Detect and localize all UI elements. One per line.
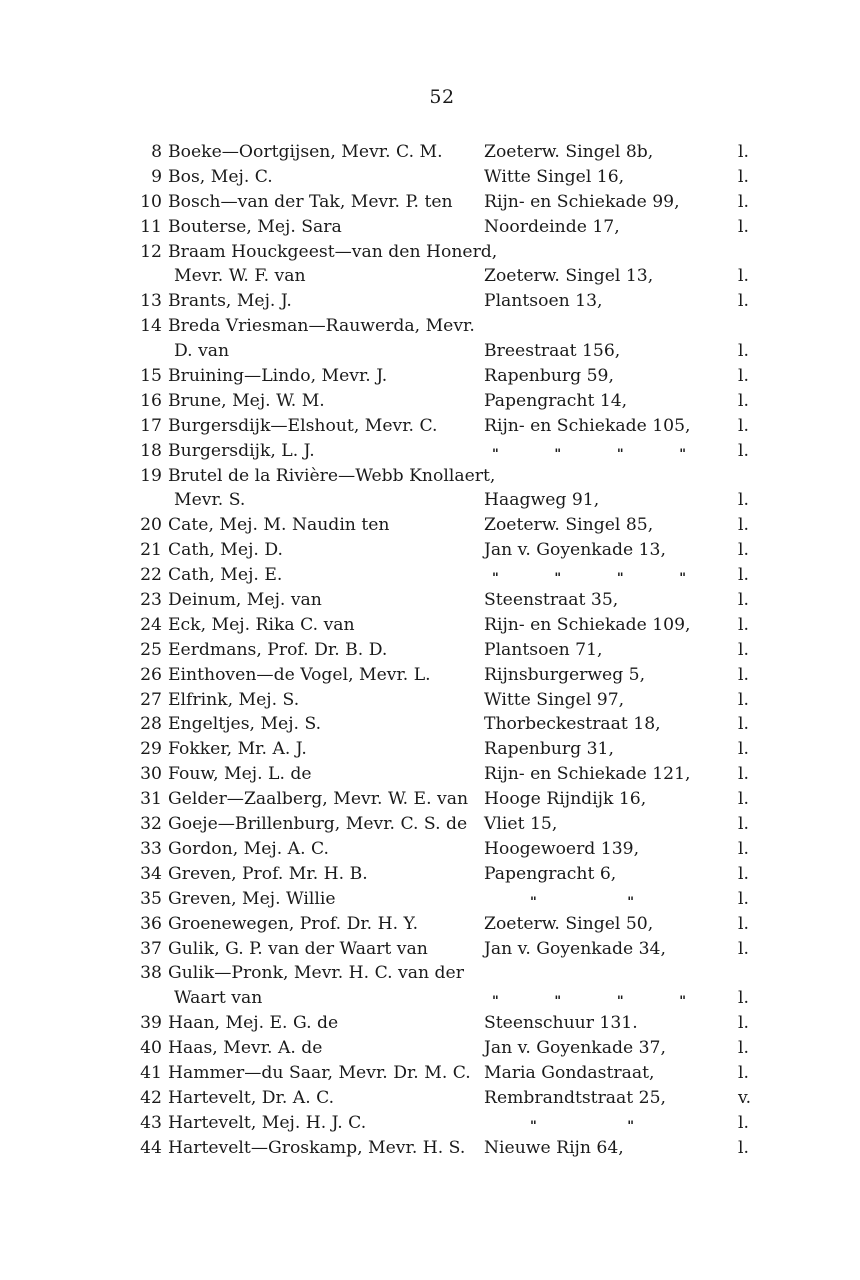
entry-code: l. <box>738 714 749 735</box>
entry-address: Steenschuur 131. <box>484 1013 638 1034</box>
entry-name: Einthoven—de Vogel, Mevr. L. <box>168 664 431 685</box>
list-entry <box>0 513 860 538</box>
entry-number: 17 <box>140 415 162 436</box>
list-entry <box>0 688 860 713</box>
entry-number: 36 <box>140 913 162 934</box>
entry-address: Papengracht 6, <box>484 863 617 884</box>
ditto-mark: " <box>530 1118 537 1134</box>
entry-name: Cate, Mej. M. Naudin ten <box>168 515 390 536</box>
ditto-mark: " <box>679 571 686 587</box>
entry-name: Engeltjes, Mej. S. <box>168 714 322 735</box>
entry-name: Cath, Mej. E. <box>168 565 283 586</box>
list-entry <box>0 663 860 688</box>
list-entry <box>0 140 860 165</box>
entry-name: Burgersdijk, L. J. <box>168 440 315 461</box>
list-entry <box>0 887 860 912</box>
ditto-mark: " <box>492 446 499 462</box>
list-entry <box>0 215 860 240</box>
list-entry <box>0 812 860 837</box>
list-entry <box>0 314 860 339</box>
entry-name-continuation: Mevr. S. <box>174 490 246 511</box>
entry-code: l. <box>738 938 749 959</box>
entry-address: Nieuwe Rijn 64, <box>484 1137 624 1158</box>
entry-code: l. <box>738 988 749 1009</box>
entry-address: Jan v. Goyenkade 13, <box>484 540 666 561</box>
entry-address: Breestraat 156, <box>484 341 621 362</box>
entry-code: l. <box>738 639 749 660</box>
entry-name: Greven, Prof. Mr. H. B. <box>168 863 368 884</box>
entry-number: 13 <box>140 291 162 312</box>
entry-address: Rijn- en Schiekade 105, <box>484 415 691 436</box>
ditto-mark: " <box>554 994 562 1010</box>
entry-address: Zoeterw. Singel 13, <box>484 266 654 287</box>
entry-name: Haan, Mej. E. G. de <box>168 1013 339 1034</box>
list-entry <box>0 240 860 265</box>
page-number: 52 <box>429 86 455 108</box>
entry-address: Rijnsburgerweg 5, <box>484 664 646 685</box>
entry-name: Braam Houckgeest—van den Honerd, <box>168 241 498 262</box>
entry-name: Fouw, Mej. L. de <box>168 764 312 785</box>
list-entry <box>0 762 860 787</box>
entry-name: Brants, Mej. J. <box>168 291 292 312</box>
entry-code: l. <box>738 789 749 810</box>
list-entry-continuation <box>0 339 860 364</box>
entry-number: 18 <box>140 440 162 461</box>
ditto-mark: " <box>492 994 499 1010</box>
entry-code: l. <box>738 1038 749 1059</box>
list-entry <box>0 712 860 737</box>
entry-number: 39 <box>140 1013 162 1034</box>
list-entry <box>0 165 860 190</box>
ditto-mark: " <box>616 571 624 587</box>
entry-code: l. <box>738 888 749 909</box>
entry-number: 10 <box>140 191 162 212</box>
list-entry <box>0 414 860 439</box>
entry-name: Eerdmans, Prof. Dr. B. D. <box>168 639 388 660</box>
entry-number: 43 <box>140 1112 162 1133</box>
entry-code: l. <box>738 614 749 635</box>
ditto-mark: " <box>492 571 499 587</box>
entry-name: Eck, Mej. Rika C. van <box>168 614 355 635</box>
list-entry <box>0 588 860 613</box>
entry-code: l. <box>738 216 749 237</box>
list-entry <box>0 364 860 389</box>
entry-name: Fokker, Mr. A. J. <box>168 739 307 760</box>
entry-code: l. <box>738 664 749 685</box>
entry-name: Brutel de la Rivière—Webb Knollaert, <box>168 465 496 486</box>
entry-address: Zoeterw. Singel 50, <box>484 913 654 934</box>
entry-name: Gulik—Pronk, Mevr. H. C. van der <box>168 963 464 984</box>
entry-name: Gulik, G. P. van der Waart van <box>168 938 428 959</box>
entry-name: Bosch—van der Tak, Mevr. P. ten <box>168 191 453 212</box>
entry-code: l. <box>738 166 749 187</box>
list-entry <box>0 563 860 588</box>
list-entry <box>0 190 860 215</box>
entry-name: Gordon, Mej. A. C. <box>168 838 330 859</box>
entry-number: 27 <box>140 689 162 710</box>
list-entry <box>0 464 860 489</box>
entry-address: Witte Singel 97, <box>484 689 625 710</box>
entry-name: Hammer—du Saar, Mevr. Dr. M. C. <box>168 1062 471 1083</box>
entry-number: 21 <box>140 540 162 561</box>
entry-number: 15 <box>140 366 162 387</box>
entry-number: 16 <box>140 390 162 411</box>
list-entry <box>0 613 860 638</box>
entry-number: 41 <box>140 1062 162 1083</box>
entry-address: Witte Singel 16, <box>484 166 625 187</box>
entry-name-continuation: Mevr. W. F. van <box>174 266 306 287</box>
list-entry <box>0 538 860 563</box>
entry-number: 24 <box>140 614 162 635</box>
list-entry <box>0 837 860 862</box>
entry-number: 14 <box>140 316 162 337</box>
entry-code: l. <box>738 689 749 710</box>
list-entry <box>0 1011 860 1036</box>
entry-name: Boeke—Oortgijsen, Mevr. C. M. <box>168 142 443 162</box>
entry-name: Gelder—Zaalberg, Mevr. W. E. van <box>168 789 469 810</box>
entry-name: Hartevelt, Dr. A. C. <box>168 1087 335 1108</box>
entry-address: Noordeinde 17, <box>484 216 620 237</box>
entry-code: l. <box>738 490 749 511</box>
ditto-mark: " <box>616 446 624 462</box>
entry-code: l. <box>738 1013 749 1034</box>
entry-number: 38 <box>140 963 162 984</box>
entry-name: Haas, Mevr. A. de <box>168 1038 323 1059</box>
entry-code: l. <box>738 540 749 561</box>
entry-name: Goeje—Brillenburg, Mevr. C. S. de <box>168 814 468 835</box>
entry-code: l. <box>738 366 749 387</box>
entry-code: l. <box>738 415 749 436</box>
ditto-mark: " <box>530 894 537 910</box>
list-entry <box>0 389 860 414</box>
entry-number: 9 <box>151 166 162 187</box>
entry-address: Plantsoen 13, <box>484 291 603 312</box>
entry-name: Bos, Mej. C. <box>168 166 273 187</box>
entry-number: 31 <box>140 789 162 810</box>
list-entry <box>0 787 860 812</box>
entry-number: 32 <box>140 814 162 835</box>
entry-address: Jan v. Goyenkade 37, <box>484 1038 666 1059</box>
entry-name: Bruining—Lindo, Mevr. J. <box>168 366 388 387</box>
entry-address: Hoogewoerd 139, <box>484 838 640 859</box>
entry-address: Plantsoen 71, <box>484 639 603 660</box>
entry-number: 28 <box>140 714 162 735</box>
list-entry <box>0 1111 860 1136</box>
entry-number: 40 <box>140 1038 162 1059</box>
entry-code: l. <box>738 191 749 212</box>
list-entry <box>0 737 860 762</box>
entry-code: l. <box>738 266 749 287</box>
entry-address: Rapenburg 31, <box>484 739 614 760</box>
entry-address: Rijn- en Schiekade 121, <box>484 764 691 785</box>
entry-number: 8 <box>151 142 162 162</box>
entry-address: Maria Gondastraat, <box>484 1062 655 1083</box>
entry-name-continuation: D. van <box>174 341 230 362</box>
entry-address: Rembrandtstraat 25, <box>484 1087 666 1108</box>
entry-number: 42 <box>140 1087 162 1108</box>
list-entry-continuation <box>0 488 860 513</box>
entry-code: l. <box>738 913 749 934</box>
entry-address: Thorbeckestraat 18, <box>484 714 661 735</box>
entry-name: Elfrink, Mej. S. <box>168 689 300 710</box>
entry-address: Papengracht 14, <box>484 390 628 411</box>
list-entry <box>0 1036 860 1061</box>
entry-address: Rapenburg 59, <box>484 366 614 387</box>
ditto-mark: " <box>554 446 562 462</box>
list-entry-continuation <box>0 264 860 289</box>
entry-code: l. <box>738 863 749 884</box>
list-entry <box>0 862 860 887</box>
ditto-mark: " <box>679 994 686 1010</box>
entry-name: Brune, Mej. W. M. <box>168 390 325 411</box>
entry-code: v. <box>738 1087 752 1108</box>
entry-number: 23 <box>140 590 162 611</box>
entry-name: Cath, Mej. D. <box>168 540 283 561</box>
list-entry <box>0 439 860 464</box>
entry-code: l. <box>738 590 749 611</box>
entry-code: l. <box>738 1112 749 1133</box>
entry-number: 37 <box>140 938 162 959</box>
entry-name: Greven, Mej. Willie <box>168 888 336 909</box>
entry-name: Groenewegen, Prof. Dr. H. Y. <box>168 913 419 934</box>
entry-code: l. <box>738 390 749 411</box>
entry-number: 20 <box>140 515 162 536</box>
entry-number: 44 <box>140 1137 162 1158</box>
list-entry <box>0 638 860 663</box>
entry-number: 25 <box>140 639 162 660</box>
ditto-mark: " <box>627 894 634 910</box>
ditto-mark: " <box>627 1118 634 1134</box>
entry-number: 19 <box>140 465 162 486</box>
entry-code: l. <box>738 515 749 536</box>
entry-name-continuation: Waart van <box>174 988 263 1009</box>
entry-name: Hartevelt—Groskamp, Mevr. H. S. <box>168 1137 466 1158</box>
entry-name: Breda Vriesman—Rauwerda, Mevr. <box>168 316 475 337</box>
entry-name: Bouterse, Mej. Sara <box>168 216 342 237</box>
list-entry <box>0 1136 860 1161</box>
ditto-mark: " <box>679 446 686 462</box>
entry-number: 12 <box>140 241 162 262</box>
entry-number: 22 <box>140 565 162 586</box>
entry-address: Vliet 15, <box>484 814 558 835</box>
entry-address: Zoeterw. Singel 8b, <box>484 142 654 162</box>
entry-number: 33 <box>140 838 162 859</box>
entry-code: l. <box>738 142 749 162</box>
entry-address: Hooge Rijndijk 16, <box>484 789 647 810</box>
entry-code: l. <box>738 440 749 461</box>
list-entry-continuation <box>0 986 860 1011</box>
list-entry <box>0 1086 860 1111</box>
list-entry <box>0 961 860 986</box>
entry-code: l. <box>738 739 749 760</box>
ditto-mark: " <box>616 994 624 1010</box>
entry-address: Haagweg 91, <box>484 490 600 511</box>
entry-number: 30 <box>140 764 162 785</box>
list-entry <box>0 1061 860 1086</box>
entry-number: 34 <box>140 863 162 884</box>
entry-code: l. <box>738 1137 749 1158</box>
entry-number: 26 <box>140 664 162 685</box>
entry-name: Burgersdijk—Elshout, Mevr. C. <box>168 415 438 436</box>
member-list <box>0 140 860 1161</box>
entry-name: Deinum, Mej. van <box>168 590 322 611</box>
entry-name: Hartevelt, Mej. H. J. C. <box>168 1112 367 1133</box>
ditto-mark: " <box>554 571 562 587</box>
entry-code: l. <box>738 565 749 586</box>
entry-address: Steenstraat 35, <box>484 590 619 611</box>
list-entry <box>0 937 860 962</box>
entry-address: Rijn- en Schiekade 99, <box>484 191 680 212</box>
entry-code: l. <box>738 1062 749 1083</box>
entry-code: l. <box>738 341 749 362</box>
entry-address: Jan v. Goyenkade 34, <box>484 938 666 959</box>
entry-number: 35 <box>140 888 162 909</box>
entry-code: l. <box>738 838 749 859</box>
list-entry <box>0 912 860 937</box>
entry-code: l. <box>738 291 749 312</box>
entry-number: 11 <box>140 216 162 237</box>
entry-address: Rijn- en Schiekade 109, <box>484 614 691 635</box>
entry-number: 29 <box>140 739 162 760</box>
entry-address: Zoeterw. Singel 85, <box>484 515 654 536</box>
list-entry <box>0 289 860 314</box>
entry-code: l. <box>738 764 749 785</box>
entry-code: l. <box>738 814 749 835</box>
